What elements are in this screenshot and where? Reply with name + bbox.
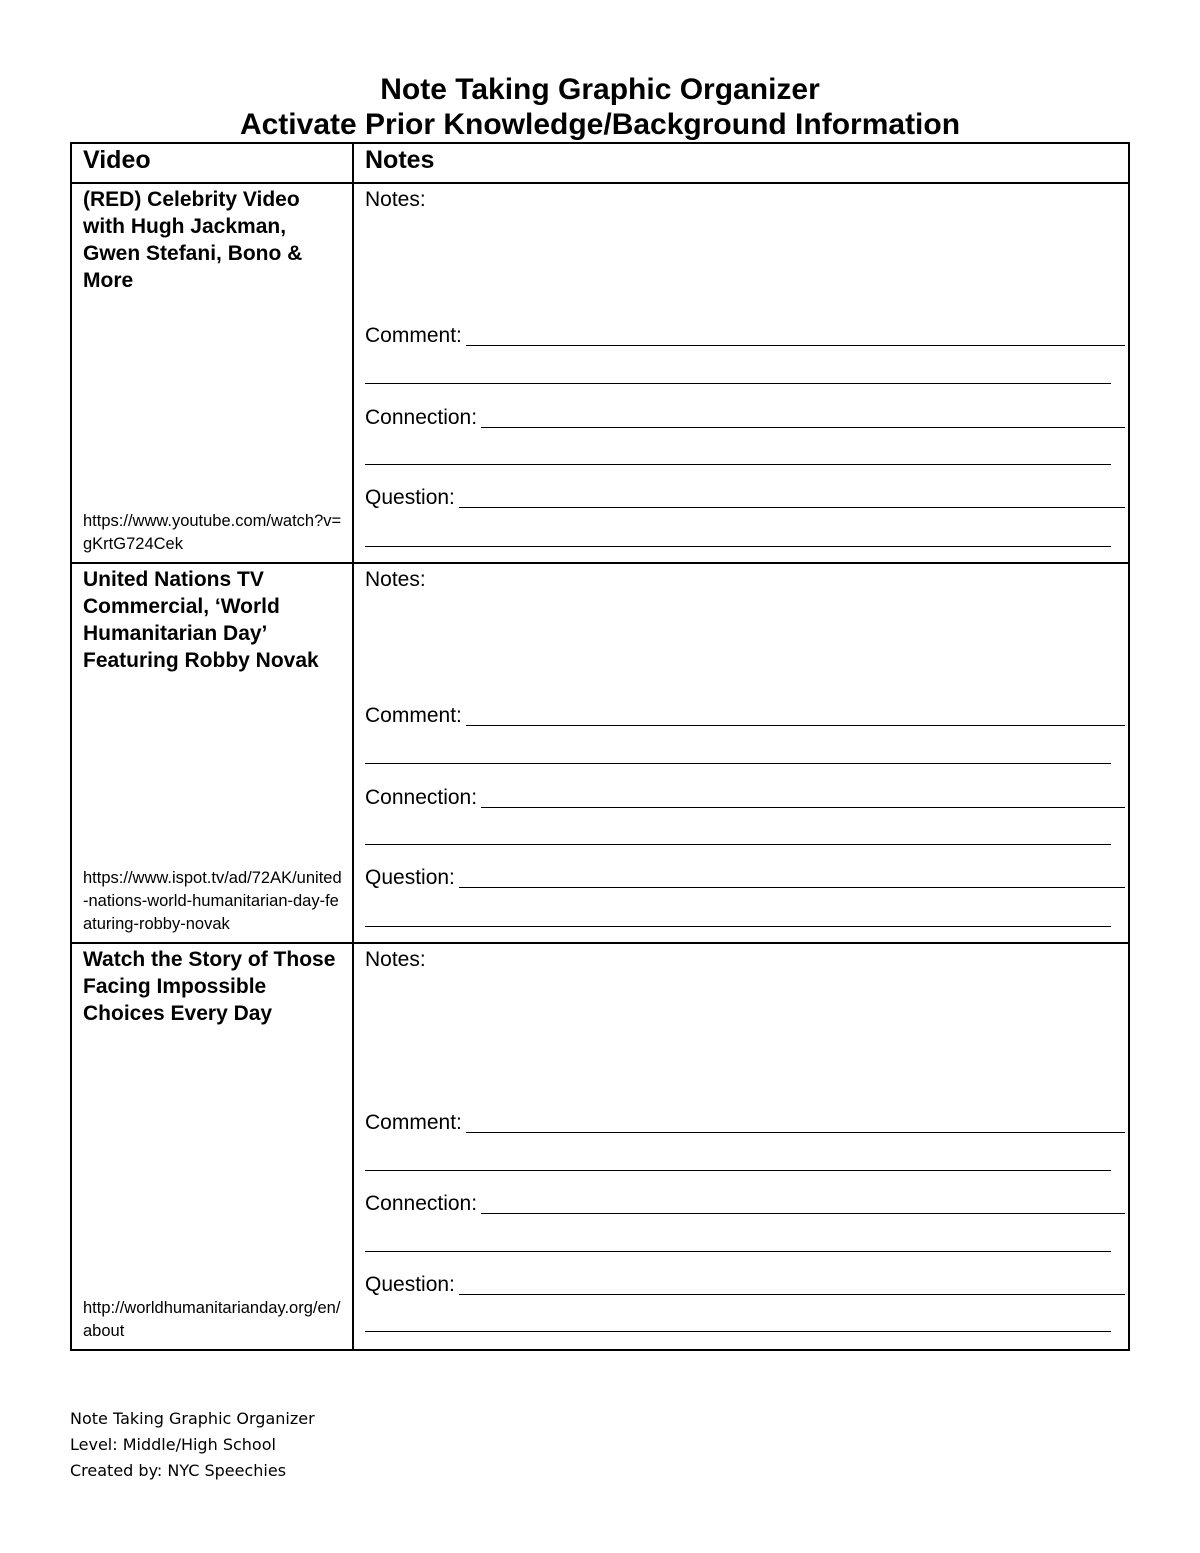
comment-line bbox=[466, 725, 1125, 726]
comment-label: Comment: bbox=[365, 1111, 462, 1134]
video-cell bbox=[71, 563, 353, 943]
notes-cell bbox=[353, 183, 1129, 563]
footer-credit: Created by: NYC Speechies bbox=[70, 1461, 287, 1480]
video-url[interactable]: https://www.ispot.tv/ad/72AK/united-nations-world-humanitarian-day-featuring-robby-novak bbox=[83, 869, 342, 933]
question-line-2[interactable] bbox=[365, 1331, 1111, 1332]
comment-field[interactable] bbox=[365, 700, 1125, 728]
footer bbox=[70, 1406, 315, 1484]
notes-column-header: Notes bbox=[353, 143, 1129, 183]
video-column-header: Video bbox=[71, 143, 353, 183]
video-cell bbox=[71, 943, 353, 1350]
title-block bbox=[0, 72, 1200, 142]
table-row bbox=[71, 943, 1129, 1350]
question-label: Question: bbox=[365, 866, 455, 889]
notes-label: Notes: bbox=[365, 188, 426, 211]
comment-field[interactable] bbox=[365, 1107, 1125, 1135]
connection-line-2[interactable] bbox=[365, 844, 1111, 845]
notes-label: Notes: bbox=[365, 568, 426, 591]
comment-line-2[interactable] bbox=[365, 383, 1111, 384]
comment-line-2[interactable] bbox=[365, 763, 1111, 764]
footer-title: Note Taking Graphic Organizer bbox=[70, 1409, 315, 1428]
comment-line bbox=[466, 1132, 1125, 1133]
connection-label: Connection: bbox=[365, 1192, 478, 1215]
connection-line bbox=[481, 807, 1125, 808]
video-title: United Nations TV Commercial, ‘World Humanitarian Day’ Featuring Robby Novak bbox=[83, 568, 319, 672]
table-row bbox=[71, 183, 1129, 563]
comment-field[interactable] bbox=[365, 320, 1125, 348]
document-title: Note Taking Graphic Organizer bbox=[380, 73, 820, 106]
connection-field[interactable] bbox=[365, 782, 1125, 810]
video-url[interactable]: http://worldhumanitarianday.org/en/about bbox=[83, 1299, 341, 1340]
notes-label: Notes: bbox=[365, 948, 426, 971]
connection-field[interactable] bbox=[365, 1188, 1125, 1216]
connection-label: Connection: bbox=[365, 786, 478, 809]
connection-field[interactable] bbox=[365, 402, 1125, 430]
comment-label: Comment: bbox=[365, 324, 462, 347]
document-subtitle: Activate Prior Knowledge/Background Information bbox=[239, 108, 961, 141]
video-cell bbox=[71, 183, 353, 563]
connection-line-2[interactable] bbox=[365, 1251, 1111, 1252]
question-field[interactable] bbox=[365, 862, 1125, 890]
video-title: Watch the Story of Those Facing Impossible Choices Every Day bbox=[83, 948, 336, 1025]
question-line-2[interactable] bbox=[365, 546, 1111, 547]
question-line-2[interactable] bbox=[365, 926, 1111, 927]
header-row bbox=[71, 143, 1129, 183]
connection-line bbox=[481, 427, 1125, 428]
question-label: Question: bbox=[365, 1273, 455, 1296]
question-field[interactable] bbox=[365, 1269, 1125, 1297]
comment-line bbox=[466, 345, 1125, 346]
question-line bbox=[459, 887, 1125, 888]
notes-cell bbox=[353, 943, 1129, 1350]
comment-label: Comment: bbox=[365, 704, 462, 727]
organizer-table bbox=[70, 142, 1130, 1351]
connection-line bbox=[481, 1213, 1125, 1214]
question-line bbox=[459, 507, 1125, 508]
question-field[interactable] bbox=[365, 482, 1125, 510]
footer-level: Level: Middle/High School bbox=[70, 1435, 276, 1454]
comment-line-2[interactable] bbox=[365, 1170, 1111, 1171]
video-url[interactable]: https://www.youtube.com/watch?v=gKrtG724Cek bbox=[83, 512, 342, 553]
question-label: Question: bbox=[365, 486, 455, 509]
connection-label: Connection: bbox=[365, 406, 478, 429]
video-title: (RED) Celebrity Video with Hugh Jackman, Gwen Stefani, Bono & More bbox=[83, 188, 303, 292]
question-line bbox=[459, 1294, 1125, 1295]
connection-line-2[interactable] bbox=[365, 464, 1111, 465]
notes-cell bbox=[353, 563, 1129, 943]
table-row bbox=[71, 563, 1129, 943]
